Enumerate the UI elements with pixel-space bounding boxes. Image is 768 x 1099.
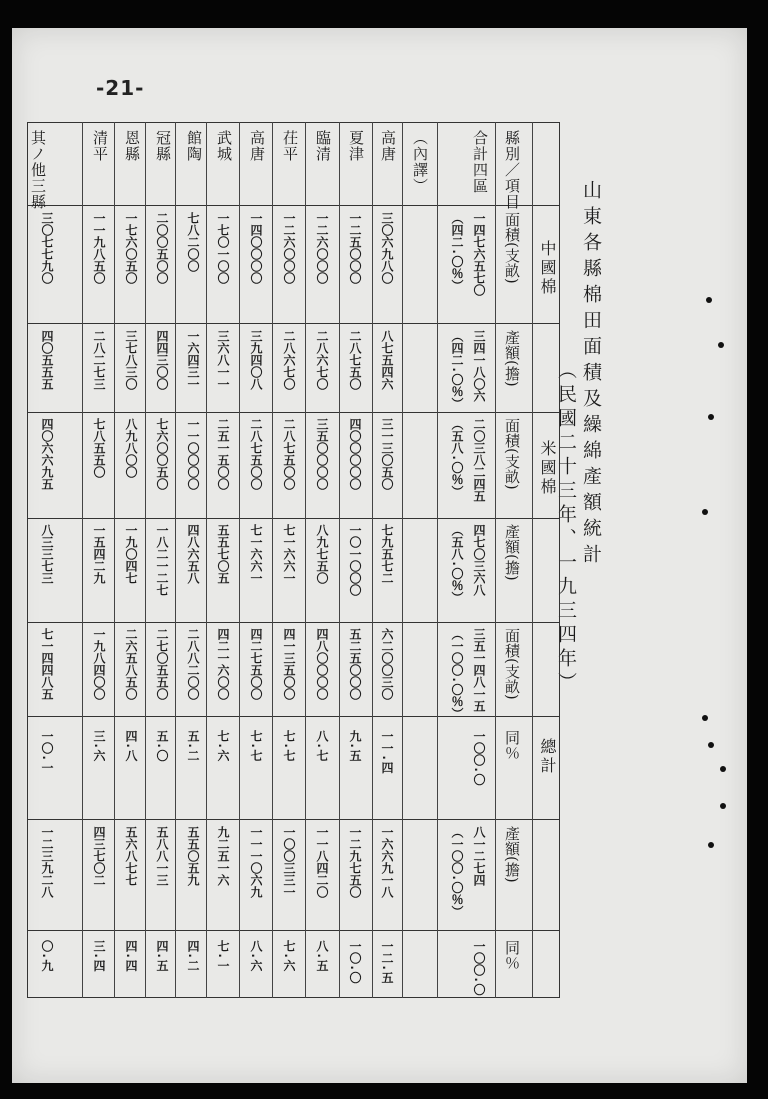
table-cell: 一六四三一 (186, 330, 200, 390)
table-cell: 一一九八五〇 (92, 212, 106, 284)
margin-mark (706, 297, 712, 303)
table-rule (27, 518, 560, 519)
margin-mark (702, 509, 708, 515)
table-rule (27, 205, 560, 206)
table-cell: 一二.五 (380, 940, 394, 984)
row-rule (206, 122, 207, 998)
header-total-area: 面積(支畝) (503, 628, 521, 700)
table-cell: 一一八四二〇 (315, 826, 329, 898)
table-cell: 四.四 (124, 940, 138, 972)
row-label: 茌平 (281, 130, 299, 162)
row-label: 其ノ他三縣 (29, 130, 47, 210)
section-chinese-cotton: 中國棉 (538, 240, 557, 297)
table-cell: 一二五〇〇〇 (348, 212, 362, 284)
table-cell: 八.七 (315, 730, 329, 762)
table-cell: 一二六〇〇〇 (282, 212, 296, 284)
table-rule (27, 819, 560, 820)
table-cell: 七.六 (282, 940, 296, 972)
table-cell: 一四〇〇〇〇 (249, 212, 263, 284)
table-cell: （四二.〇％） (450, 212, 464, 292)
table-cell: 三五〇〇〇〇 (315, 418, 329, 490)
table-cell: 九二五一六 (216, 826, 230, 886)
table-cell: 四〇〇〇〇〇 (348, 418, 362, 490)
table-cell: 二八七五〇〇 (249, 418, 263, 490)
table-cell: 二六五八五〇 (124, 628, 138, 700)
table-cell: 三七八三〇 (124, 330, 138, 390)
table-cell: 六二〇〇三〇 (380, 628, 394, 700)
table-cell: 一四七六五七〇 (472, 212, 486, 296)
table-cell: 一〇〇三三一 (282, 826, 296, 898)
table-cell: 七一四四八五 (40, 628, 54, 700)
table-cell: 一一.四 (380, 730, 394, 774)
table-cell: 二〇〇五〇〇 (155, 212, 169, 284)
row-rule (437, 122, 438, 998)
table-cell: 七八五五〇 (92, 418, 106, 478)
table-cell: 四八〇〇〇〇 (315, 628, 329, 700)
table-cell: 〇.九 (40, 940, 54, 972)
margin-mark (708, 414, 714, 420)
row-label: 恩縣 (123, 130, 141, 162)
row-label: 冠縣 (154, 130, 172, 162)
header-us-yield: 產額(擔) (503, 524, 521, 581)
table-cell: 三.四 (92, 940, 106, 972)
row-rule (339, 122, 340, 998)
table-cell: 一七〇一〇〇 (216, 212, 230, 284)
table-rule (27, 323, 560, 324)
table-cell: 二五一五〇〇 (216, 418, 230, 490)
table-cell: 四二七五〇〇 (249, 628, 263, 700)
table-cell: 三〇六九八〇 (380, 212, 394, 284)
table-cell: 七六〇〇五〇 (155, 418, 169, 490)
table-cell: 八.五 (315, 940, 329, 972)
table-cell: 七八二〇〇 (186, 212, 200, 272)
header-total-pct: 同％ (503, 730, 521, 760)
table-cell: 三四一八〇六 (472, 330, 486, 402)
table-cell: 四〇五五五 (40, 330, 54, 390)
margin-mark (708, 742, 714, 748)
row-label: 清平 (91, 130, 109, 162)
margin-mark (708, 842, 714, 848)
table-cell: 三九四〇八 (249, 330, 263, 390)
row-label: 館陶 (185, 130, 203, 162)
row-rule (239, 122, 240, 998)
table-rule (27, 716, 560, 717)
table-cell: 七九五七二 (380, 524, 394, 584)
table-cell: 二八八二〇〇 (186, 628, 200, 700)
table-cell: 四.五 (155, 940, 169, 972)
margin-mark (718, 342, 724, 348)
table-cell: 二八六七〇 (282, 330, 296, 390)
row-label: 合計四區 (471, 130, 489, 194)
table-cell: 五五〇五九 (186, 826, 200, 886)
table-cell: （一〇〇.〇％） (450, 826, 464, 918)
table-cell: 一〇.一 (40, 730, 54, 774)
row-rule (532, 122, 533, 998)
table-cell: 四七〇三六八 (472, 524, 486, 596)
table-cell: 四〇六六九五 (40, 418, 54, 490)
margin-mark (720, 803, 726, 809)
table-cell: 八一二七四 (472, 826, 486, 886)
table-cell: 八三三七三 (40, 524, 54, 584)
table-cell: 五.二 (186, 730, 200, 762)
row-label: 夏津 (347, 130, 365, 162)
row-rule (495, 122, 496, 998)
table-cell: 一〇〇.〇 (472, 730, 486, 786)
table-cell: 一九八四〇〇 (92, 628, 106, 700)
table-cell: 三一三〇五〇 (380, 418, 394, 490)
table-rule (27, 930, 560, 931)
table-cell: 三〇七七九〇 (40, 212, 54, 284)
header-cn-area: 面積(支畝) (503, 212, 521, 284)
table-cell: （五八.〇％） (450, 524, 464, 604)
table-cell: 一七六〇五〇 (124, 212, 138, 284)
table-cell: 二七〇五五〇 (155, 628, 169, 700)
header-total-yield: 產額(擔) (503, 826, 521, 883)
table-cell: 四二一六〇〇 (216, 628, 230, 700)
table-cell: 五八八一三 (155, 826, 169, 886)
row-rule (175, 122, 176, 998)
table-cell: 四.二 (186, 940, 200, 972)
row-label: 武城 (215, 130, 233, 162)
table-cell: （五八.〇％） (450, 418, 464, 498)
table-cell: 四三七〇二 (92, 826, 106, 886)
row-rule (402, 122, 403, 998)
table-cell: 一六六九一八 (380, 826, 394, 898)
table-cell: 一一〇〇〇〇 (186, 418, 200, 490)
header-cn-yield: 產額(擔) (503, 330, 521, 387)
table-cell: 一八二一二七 (155, 524, 169, 596)
row-label: 高唐 (248, 130, 266, 162)
table-cell: 二八七五〇 (348, 330, 362, 390)
table-cell: 二八七五〇〇 (282, 418, 296, 490)
table-cell: 八九七五〇 (315, 524, 329, 584)
table-cell: 四四三〇〇 (155, 330, 169, 390)
table-cell: 一〇一〇〇〇 (348, 524, 362, 596)
margin-mark (720, 766, 726, 772)
margin-mark (702, 715, 708, 721)
page-number: -21- (96, 76, 145, 100)
table-cell: 五六八七七 (124, 826, 138, 886)
table-cell: 一二六〇〇〇 (315, 212, 329, 284)
table-cell: 八七五四六 (380, 330, 394, 390)
table-cell: 四一三五〇〇 (282, 628, 296, 700)
header-us-area: 面積(支畝) (503, 418, 521, 490)
section-total: 總計 (538, 738, 557, 776)
table-cell: 五二五〇〇〇 (348, 628, 362, 700)
table-cell: 二八二七三 (92, 330, 106, 390)
document-title: 山東各縣棉田面積及繰綿產額統計 (580, 180, 602, 570)
table-cell: 四八六五八 (186, 524, 200, 584)
table-cell: 一九〇四七 (124, 524, 138, 584)
row-rule (82, 122, 83, 998)
row-label: 臨清 (314, 130, 332, 162)
table-cell: 七.一 (216, 940, 230, 972)
table-cell: 七.六 (216, 730, 230, 762)
table-cell: 八.六 (249, 940, 263, 972)
table-cell: （一〇〇.〇％） (450, 628, 464, 720)
row-rule (372, 122, 373, 998)
row-rule (145, 122, 146, 998)
table-cell: 二八六七〇 (315, 330, 329, 390)
table-rule (27, 622, 560, 623)
table-cell: 九.五 (348, 730, 362, 762)
table-cell: 一五四二九 (92, 524, 106, 584)
table-cell: 五五七〇五 (216, 524, 230, 584)
table-cell: 一一一〇六九 (249, 826, 263, 898)
row-rule (305, 122, 306, 998)
table-cell: 五.〇 (155, 730, 169, 762)
row-rule (114, 122, 115, 998)
table-cell: 一二九七五〇 (348, 826, 362, 898)
row-label: （內譯） (411, 130, 429, 194)
table-cell: 一〇.〇 (348, 940, 362, 984)
table-cell: 四.八 (124, 730, 138, 762)
table-cell: 三六八一一 (216, 330, 230, 390)
table-rule (27, 412, 560, 413)
row-label: 高唐 (379, 130, 397, 162)
table-cell: 一〇〇.〇 (472, 940, 486, 996)
table-cell: 七.七 (249, 730, 263, 762)
table-cell: 七一六六一 (282, 524, 296, 584)
table-cell: 八九八〇〇 (124, 418, 138, 478)
section-american-cotton: 米國棉 (538, 440, 557, 497)
header-corner: 縣別／項目 (503, 130, 521, 210)
header-total-pct2: 同％ (503, 940, 521, 970)
table-cell: （四二.〇％） (450, 330, 464, 410)
table-cell: 七.七 (282, 730, 296, 762)
document-subtitle: （民國二十三年、一九三四年） (555, 360, 577, 696)
table-cell: 二〇三八二四五 (472, 418, 486, 502)
table-cell: 七一六六一 (249, 524, 263, 584)
table-cell: 三五一四八一五 (472, 628, 486, 712)
table-cell: 一二三九二八 (40, 826, 54, 898)
table-cell: 三.六 (92, 730, 106, 762)
row-rule (272, 122, 273, 998)
